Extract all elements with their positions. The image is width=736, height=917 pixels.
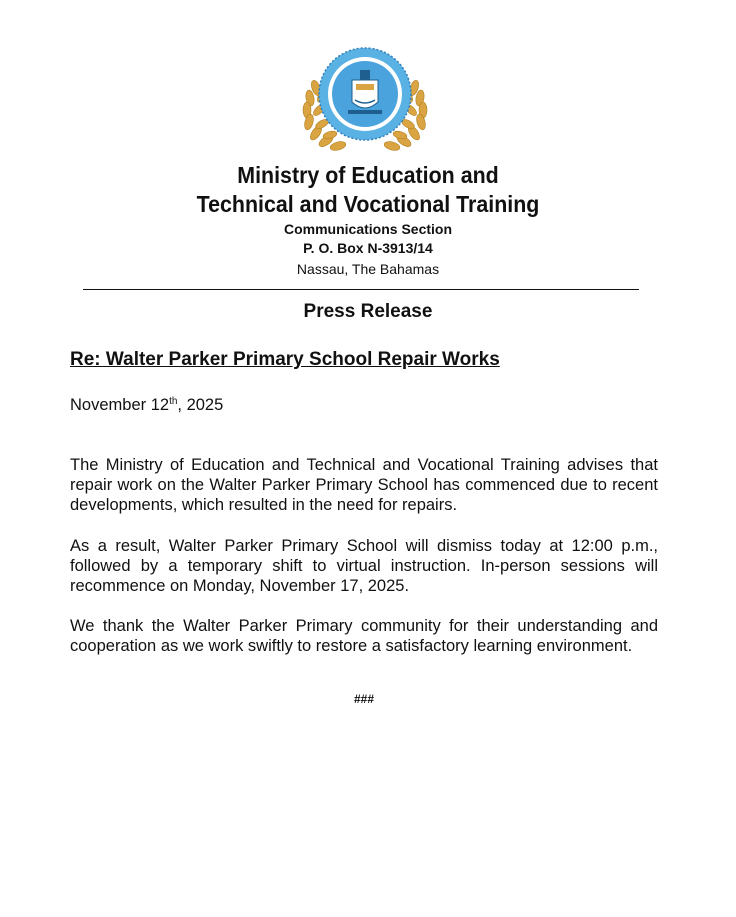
end-mark: ###: [353, 692, 375, 706]
body-paragraph-2: As a result, Walter Parker Primary School will dismiss today at 12:00 p.m., followed by a temporary shift to virtual instruction. In-person sessions will recommence on Monday, November 17, 2025.: [70, 537, 658, 595]
ministry-seal-emblem: [294, 40, 436, 160]
press-release-heading: Press Release: [303, 301, 433, 322]
body-paragraph-1: The Ministry of Education and Technical and Vocational Training advises that repair work on the Walter Parker Primary School has commenced due to recent developments, which resulted in the need for repairs.: [70, 456, 658, 514]
communications-section: Communications Section: [283, 221, 453, 237]
date-year: , 2025: [177, 396, 224, 414]
date-month-day: November 12: [70, 396, 170, 414]
seal-disc: [319, 48, 411, 140]
ministry-name-line1: Ministry of Education and: [237, 162, 499, 188]
po-box: P. O. Box N-3913/14: [303, 240, 433, 256]
ministry-name-line2: Technical and Vocational Training: [196, 191, 540, 217]
city-location: Nassau, The Bahamas: [296, 261, 440, 277]
body-paragraph-3: We thank the Walter Parker Primary community for their understanding and cooperation as we work swiftly to restore a satisfactory learning environment.: [70, 617, 658, 655]
date-suffix: th: [169, 396, 178, 407]
release-date: [70, 395, 223, 415]
release-subject: Re: Walter Parker Primary School Repair Works: [70, 349, 500, 370]
header-divider: [83, 289, 639, 290]
